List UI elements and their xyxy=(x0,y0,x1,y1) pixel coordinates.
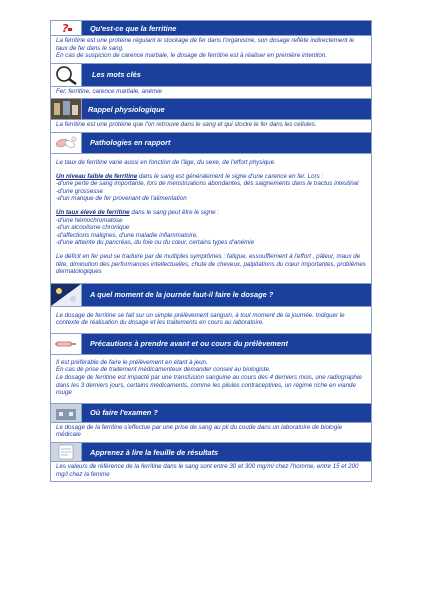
paragraph: La ferritine est une protéine régulant le stockage de fer dans l'organisme, son dosage reflète indirectement le taux de fer dans le sang. xyxy=(56,37,355,52)
sun-moon-icon xyxy=(51,284,82,306)
section-header xyxy=(51,99,371,120)
section-keywords xyxy=(50,64,372,100)
section-body xyxy=(51,154,371,283)
paragraph: Le déficit en fer peut se traduire par de multiples symptômes : fatigue, essoufflement à l'effort , pâleur, maux de tête, diminution des performances intellectuelles, chute de cheveux, palpitations du cœur importantes, problèmes dermatologiques xyxy=(56,252,366,276)
section-header xyxy=(51,443,371,462)
section-pathologies xyxy=(50,133,372,284)
section-body xyxy=(51,307,371,333)
section-header xyxy=(51,334,371,355)
pills-icon xyxy=(51,133,82,153)
section-body xyxy=(51,355,371,403)
section-title: A quel moment de la journée faut-il faire le dosage ? xyxy=(90,290,274,300)
subheading-high: Un taux élevé de ferritine xyxy=(56,208,130,216)
paragraph: En cas de prise de traitement médicamenteux demander conseil au biologiste. xyxy=(56,366,271,374)
section-definition xyxy=(50,20,372,64)
results-sheet-icon xyxy=(51,443,82,461)
section-title: Précautions à prendre avant et ou cours du prélèvement xyxy=(90,339,288,349)
paragraph: Le dosage de ferritine est impacté par une transfusion sanguine au cours des 4 derniers mois, une radiographie dans les 3 derniers jours, certains médicaments, comme les pilules contraceptives, un régime riche en viande rouge xyxy=(56,374,362,397)
paragraph: Le dosage de la ferritine s'effectue par une prise de sang au pli du coude dans un laboratoire de biologie médicale xyxy=(56,423,343,439)
paragraph xyxy=(56,173,367,181)
section-title: Rappel physiologique xyxy=(88,104,165,114)
inline-text: dans le sang peut être le signe : xyxy=(129,208,220,216)
list-item: -d'affections malignes, d'une maladie inflammatoire, xyxy=(56,231,198,239)
section-precautions xyxy=(50,334,372,404)
list-item: -d'une perte de sang importante, lors de menstruations abondantes, des saignements dans le tractus intestinal xyxy=(56,180,359,188)
list-item: -d'une hémochromatose xyxy=(56,216,123,224)
section-header xyxy=(51,133,371,154)
section-results xyxy=(50,443,372,482)
document-page xyxy=(50,20,372,482)
section-body xyxy=(51,423,371,442)
paragraph: Fer, ferritine, carence martiale, anémie xyxy=(56,87,162,95)
syringe-icon xyxy=(51,334,82,354)
section-body xyxy=(51,36,371,63)
inline-text: dans le sang est généralement le signe d'une carence en fer. Lors : xyxy=(137,172,324,180)
list-item: -d'une grossesse xyxy=(56,187,103,195)
paragraph: En cas de suspicion de carence martiale, le dosage de ferritine est à réaliser en première intention. xyxy=(56,52,328,60)
question-mark-icon xyxy=(51,21,82,35)
paragraph: Les valeurs de référence de la ferritine dans le sang sont entre 30 et 300 mg/ml chez l'homme, entre 15 et 200 mg/l chez la femme xyxy=(56,463,359,478)
lab-photo-icon xyxy=(51,99,82,119)
subheading-low: Un niveau faible de ferritine xyxy=(56,172,138,180)
section-title: Pathologies en rapport xyxy=(90,138,171,148)
section-body xyxy=(51,120,371,132)
section-body xyxy=(51,462,371,481)
paragraph: Il est préférable de faire le prélèvement en étant à jeun. xyxy=(56,358,208,366)
paragraph: La ferritine est une protéine que l'on retrouve dans le sang et qui stocke le fer dans les cellules. xyxy=(56,121,317,129)
lab-building-icon xyxy=(51,404,82,422)
paragraph: Le dosage de ferritine se fait sur un simple prélèvement sanguin, à tout moment de la journée. Indiquer le contexte de réalisation du dosage et les traitements en cours au laboratoire. xyxy=(56,311,345,327)
list-item: -d'un alcoolisme chronique xyxy=(56,224,130,232)
section-body xyxy=(51,87,371,99)
section-title: Apprenez à lire la feuille de résultats xyxy=(90,447,219,457)
section-title: Qu'est-ce que la ferritine xyxy=(90,23,177,33)
paragraph xyxy=(56,209,367,217)
list-item: -d'un manque de fer provenant de l'alimentation xyxy=(56,195,187,203)
section-title: Où faire l'examen ? xyxy=(90,408,158,418)
section-header xyxy=(51,64,371,87)
magnifier-icon xyxy=(51,64,82,86)
section-header xyxy=(51,21,371,36)
section-physiology xyxy=(50,99,372,133)
section-title: Les mots clés xyxy=(92,70,141,80)
section-header xyxy=(51,284,371,307)
list-item: -d'une atteinte du pancréas, du foie ou du cœur, certains types d'anémie xyxy=(56,239,255,247)
paragraph: Le taux de ferritine varie aussi en fonction de l'âge, du sexe, de l'effort physique. xyxy=(56,158,276,166)
section-timing xyxy=(50,284,372,334)
section-where xyxy=(50,404,372,443)
section-header xyxy=(51,404,371,423)
svg-text:?: ? xyxy=(62,22,69,34)
